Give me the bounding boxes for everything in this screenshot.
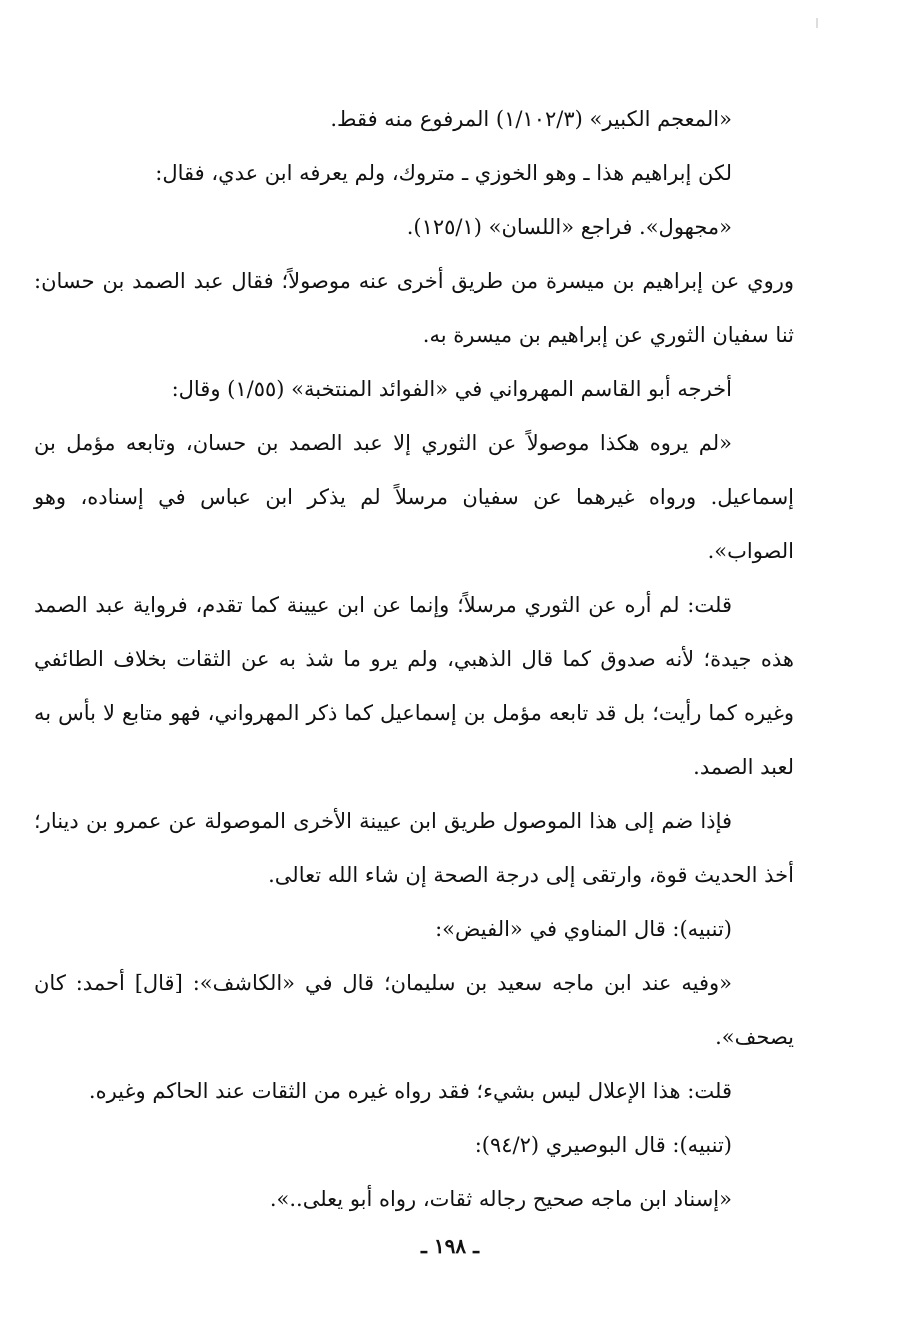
paragraph-3: «مجهول». فراجع «اللسان» (١٢٥/١). — [406, 215, 732, 239]
paragraph-5: أخرجه أبو القاسم المهرواني في «الفوائد المنتخبة» (١/٥٥) وقال: — [171, 377, 732, 401]
page-number: ـ ١٩٨ ـ — [421, 1234, 479, 1258]
paragraph-11: قلت: هذا الإعلال ليس بشيء؛ فقد رواه غيره من الثقات عند الحاكم وغيره. — [88, 1079, 732, 1103]
scan-edge-mark — [816, 18, 818, 28]
page-body — [34, 92, 794, 1226]
paragraph-6: «لم يروه هكذا موصولاً عن الثوري إلا عبد الصمد بن حسان، وتابعه مؤمل بن إسماعيل. ورواه غيرهما عن سفيان مرسلاً لم يذكر ابن عباس في إسناده، وهو الصواب». — [34, 431, 794, 563]
paragraph-12: (تنبيه): قال البوصيري (٩٤/٢): — [474, 1133, 732, 1157]
paragraph-1: «المعجم الكبير» (١/١٠٢/٣) المرفوع منه فقط. — [330, 107, 732, 131]
paragraph-9: (تنبيه): قال المناوي في «الفيض»: — [435, 917, 732, 941]
paragraph-7: قلت: لم أره عن الثوري مرسلاً؛ وإنما عن ابن عيينة كما تقدم، فرواية عبد الصمد هذه جيدة؛ لأنه صدوق كما قال الذهبي، ولم يرو ما شذ به عن الثقات بخلاف الطائفي وغيره كما رأيت؛ بل قد تابعه مؤمل بن إسماعيل كما ذكر المهرواني، فهو متابع لا بأس به لعبد الصمد. — [34, 593, 794, 779]
paragraph-2: لكن إبراهيم هذا ـ وهو الخوزي ـ متروك، ولم يعرفه ابن عدي، فقال: — [155, 161, 732, 185]
paragraph-4: وروي عن إبراهيم بن ميسرة من طريق أخرى عنه موصولاً؛ فقال عبد الصمد بن حسان: ثنا سفيان الثوري عن إبراهيم بن ميسرة به. — [34, 269, 794, 347]
paragraph-13: «إسناد ابن ماجه صحيح رجاله ثقات، رواه أبو يعلى..». — [269, 1187, 732, 1211]
paragraph-10: «وفيه عند ابن ماجه سعيد بن سليمان؛ قال في «الكاشف»: [قال] أحمد: كان يصحف». — [34, 971, 794, 1049]
paragraph-8: فإذا ضم إلى هذا الموصول طريق ابن عيينة الأخرى الموصولة عن عمرو بن دينار؛ أخذ الحديث قوة، وارتقى إلى درجة الصحة إن شاء الله تعالى. — [34, 809, 794, 887]
